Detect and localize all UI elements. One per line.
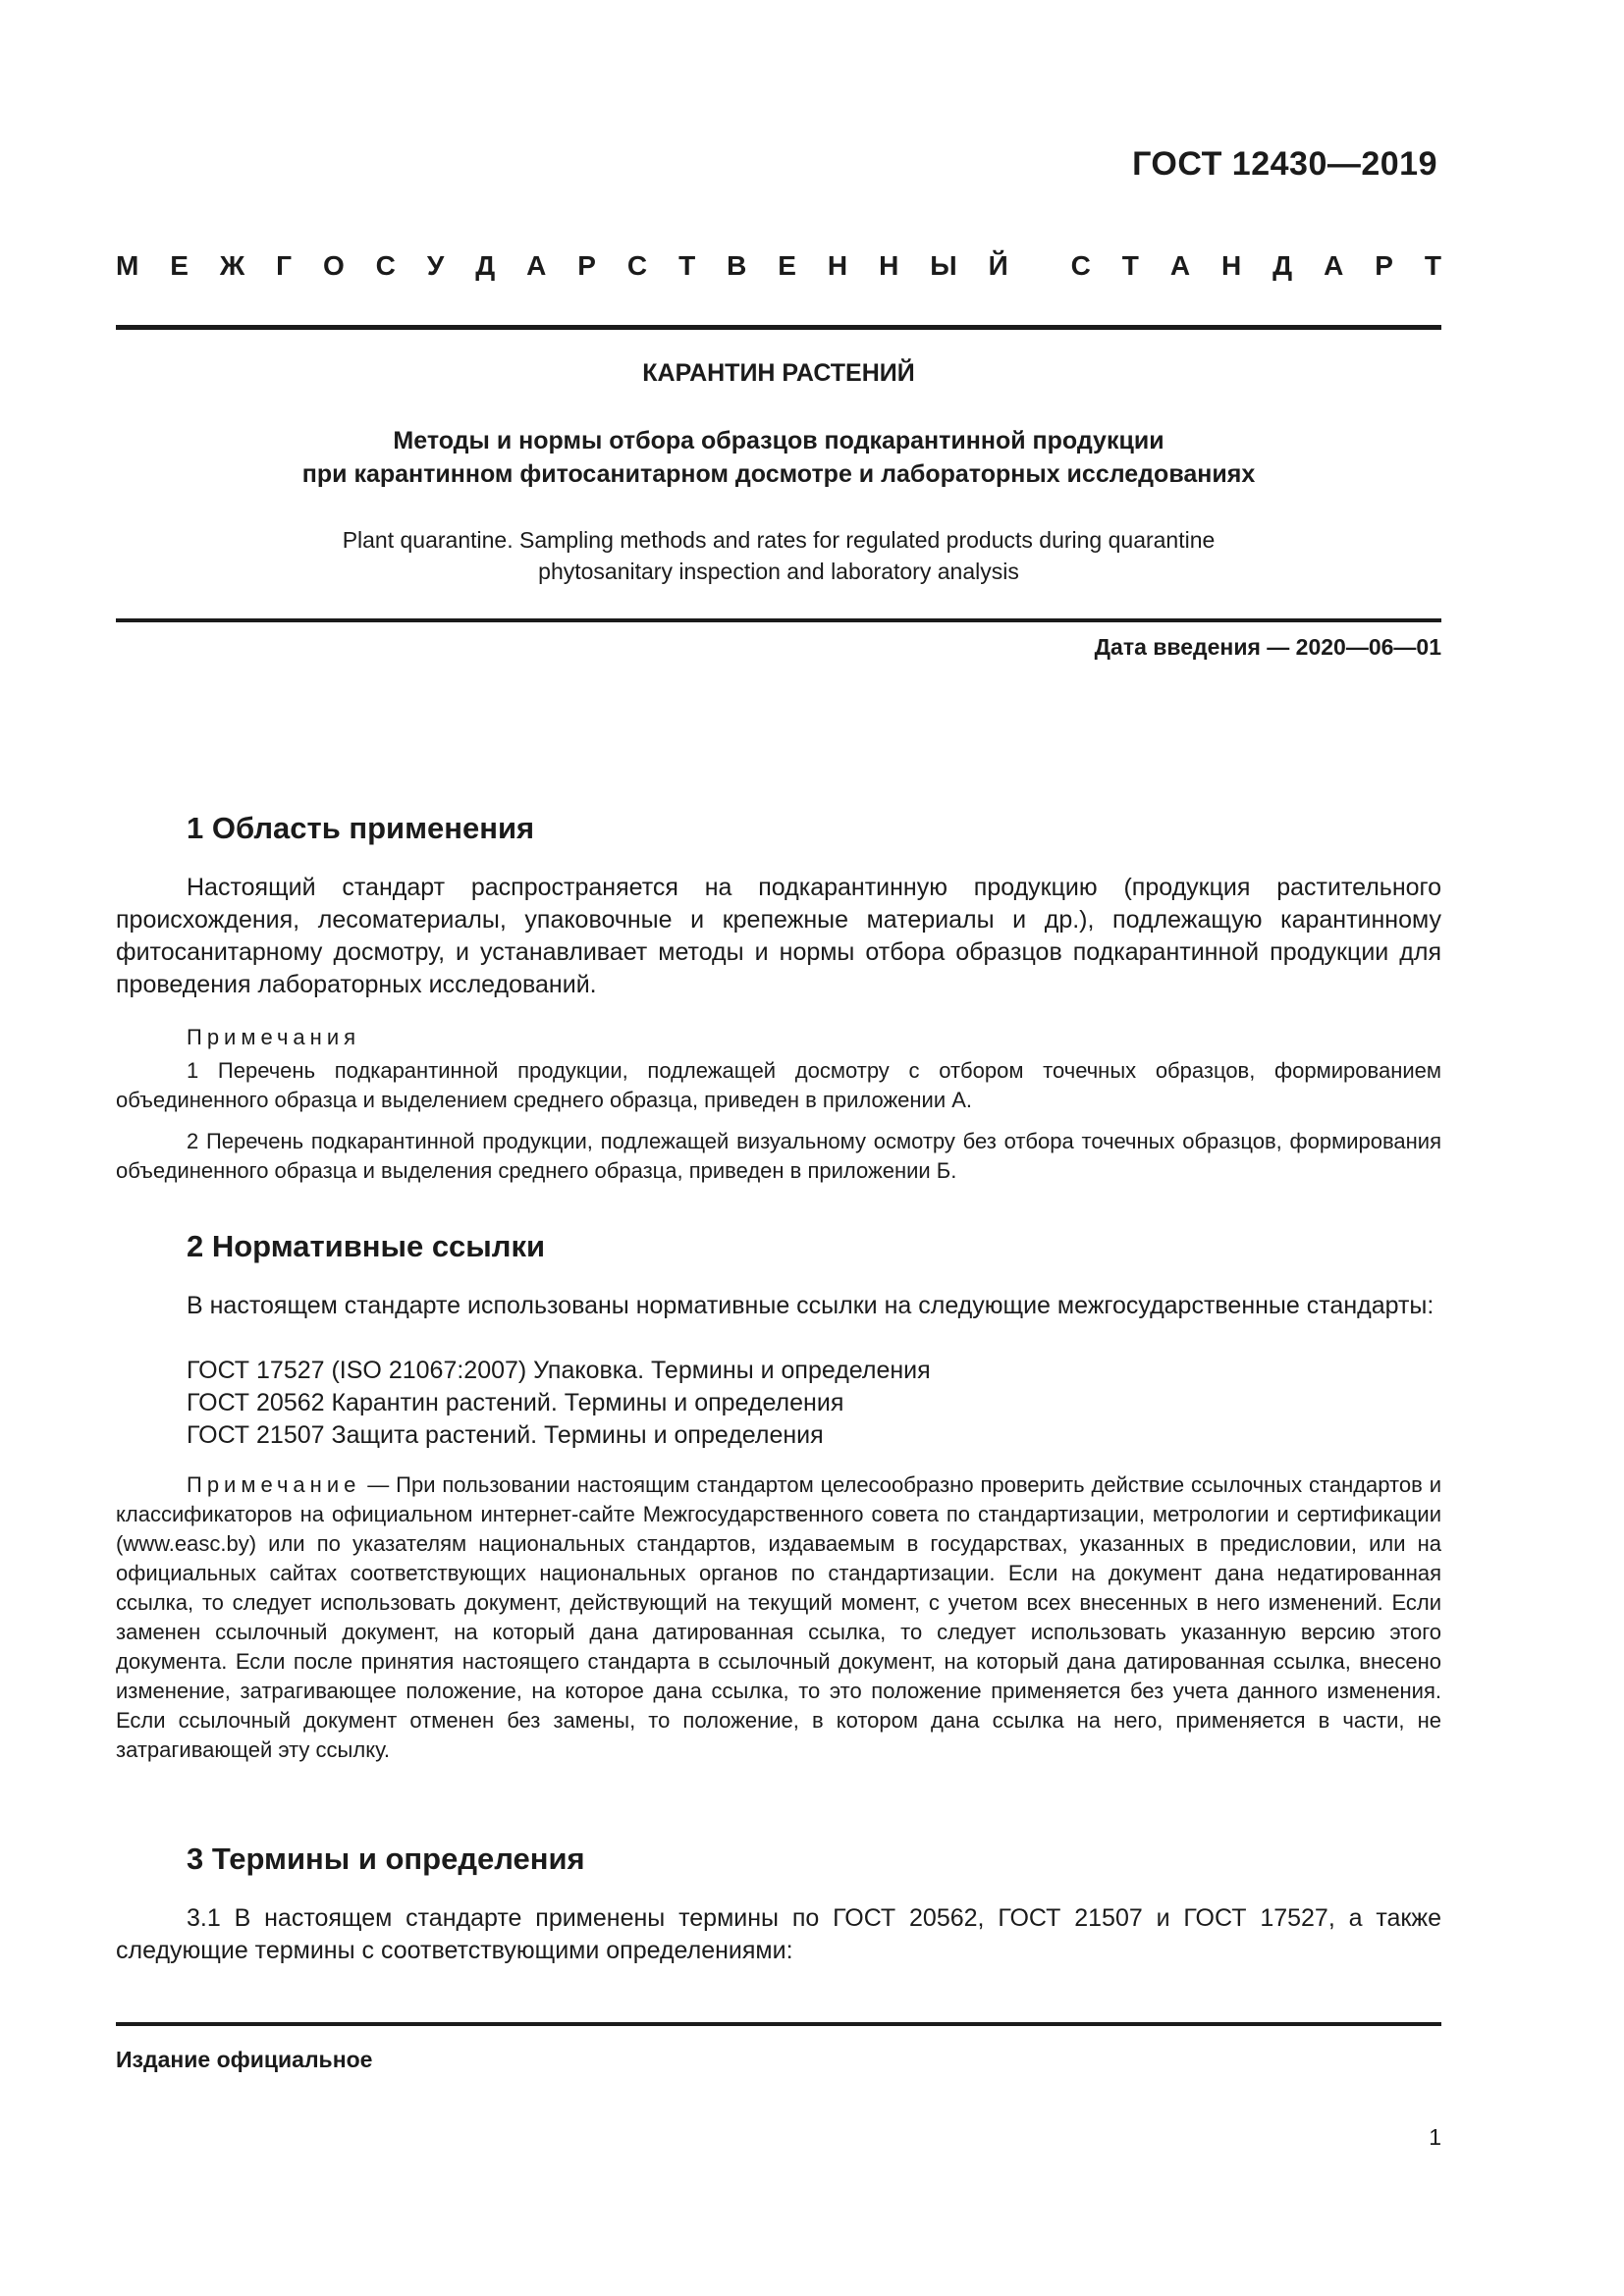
interstate-letter: А (526, 250, 547, 281)
interstate-letter: Т (678, 250, 696, 281)
interstate-letter: Р (1375, 250, 1393, 281)
interstate-letter: О (322, 250, 345, 281)
interstate-letter: Р (577, 250, 596, 281)
interstate-standard-label (116, 250, 1441, 282)
interstate-letter: Е (170, 250, 189, 281)
top-rule (116, 325, 1441, 330)
section-3-heading: 3 Термины и определения (187, 1842, 585, 1876)
section-1-heading: 1 Область применения (187, 811, 535, 845)
interstate-letter: Е (778, 250, 796, 281)
interstate-letter: А (1169, 250, 1191, 281)
interstate-letter: Т (1424, 250, 1441, 281)
section-2-heading: 2 Нормативные ссылки (187, 1229, 546, 1263)
standard-title: КАРАНТИН РАСТЕНИЙ (642, 359, 915, 387)
official-edition-label: Издание официальное (116, 2047, 373, 2072)
standard-subtitle (116, 424, 1441, 491)
english-title (116, 524, 1441, 587)
interstate-letter: Ж (219, 250, 245, 281)
section-2-note (116, 1470, 1441, 1765)
section-3-text: 3.1 В настоящем стандарте применены термины по ГОСТ 20562, ГОСТ 21507 и ГОСТ 17527, а также следующие термины с соответствующими определениями: (116, 1904, 1441, 1964)
page-number: 1 (1429, 2124, 1441, 2150)
section-2-text: В настоящем стандарте использованы нормативные ссылки на следующие межгосударственные стандарты: (187, 1292, 1435, 1319)
interstate-letter: С (1070, 250, 1091, 281)
interstate-letter: Т (1121, 250, 1139, 281)
interstate-letter: Д (1272, 250, 1293, 281)
footer-rule (116, 2022, 1441, 2026)
reference-item-1: ГОСТ 17527 (ISO 21067:2007) Упаковка. Термины и определения (187, 1357, 931, 1384)
interstate-letter: С (375, 250, 396, 281)
interstate-letter: Н (1221, 250, 1242, 281)
interstate-letter: Д (475, 250, 496, 281)
section-1-notes-label: Примечания (187, 1025, 361, 1049)
reference-item-2: ГОСТ 20562 Карантин растений. Термины и определения (187, 1389, 844, 1416)
title-bottom-rule (116, 618, 1441, 622)
interstate-letter: Н (879, 250, 899, 281)
section-2-note-text: — При пользовании настоящим стандартом целесообразно проверить действие ссылочных стандартов и классификаторов на официальном интернет-сайте Межгосударственного совета по стандартизации, метрологии и сертификации (www.easc.by) или по указателям национальных стандартов, издаваемым в государствах, указанных в предисловии, или на официальных сайтах соответствующих национальных органов по стандартизации. Если на документ дана недатированная ссылка, то следует использовать документ, действующий на текущий момент, с учетом всех внесенных в него изменений. Если заменен ссылочный документ, на который дана датированная ссылка, то следует использовать указанную версию этого документа. Если после принятия настоящего стандарта в ссылочный документ, на который дана датированная ссылка, внесено изменение, затрагивающее положение, на которое дана ссылка, то это положение применяется без учета данного изменения. Если ссылочный документ отменен без замены, то положение, в котором дана ссылка на него, применяется в части, не затрагивающей эту ссылку. (116, 1472, 1441, 1762)
interstate-letter: У (426, 250, 445, 281)
reference-item-3: ГОСТ 21507 Защита растений. Термины и определения (187, 1421, 824, 1449)
standard-subtitle-line-1: Методы и нормы отбора образцов подкарантинной продукции (393, 427, 1164, 454)
standard-subtitle-line-2: при карантинном фитосанитарном досмотре и лабораторных исследованиях (301, 460, 1256, 488)
interstate-letter: Ы (930, 250, 957, 281)
section-1-text: Настоящий стандарт распространяется на подкарантинную продукцию (продукция растительного происхождения, лесоматериалы, упаковочные и крепежные материалы и др.), подлежащую карантинному фитосанитарному досмотру, и устанавливает методы и нормы отбора образцов подкарантинной продукции для проведения лабораторных исследований. (116, 874, 1441, 998)
introduction-date: Дата введения — 2020—06—01 (1094, 634, 1441, 660)
interstate-letter: Й (988, 250, 1008, 281)
interstate-letter: А (1324, 250, 1344, 281)
interstate-letter: В (727, 250, 747, 281)
english-title-line-2: phytosanitary inspection and laboratory analysis (538, 559, 1019, 584)
section-2-note-label: Примечание (187, 1472, 361, 1497)
interstate-letter: М (116, 250, 139, 281)
gost-id: ГОСТ 12430—2019 (1132, 145, 1437, 183)
english-title-line-1: Plant quarantine. Sampling methods and rates for regulated products during quarantine (342, 527, 1216, 553)
interstate-letter: Н (827, 250, 848, 281)
section-1-note-2: 2 Перечень подкарантинной продукции, подлежащей визуальному осмотру без отбора точечных образцов, формирования объединенного образца и выделения среднего образца, приведен в приложении Б. (116, 1129, 1441, 1183)
interstate-letter: Г (276, 250, 293, 281)
section-1-note-1: 1 Перечень подкарантинной продукции, подлежащей досмотру с отбором точечных образцов, формированием объединенного образца и выделением среднего образца, приведен в приложении А. (116, 1058, 1441, 1112)
interstate-letter: С (626, 250, 648, 281)
